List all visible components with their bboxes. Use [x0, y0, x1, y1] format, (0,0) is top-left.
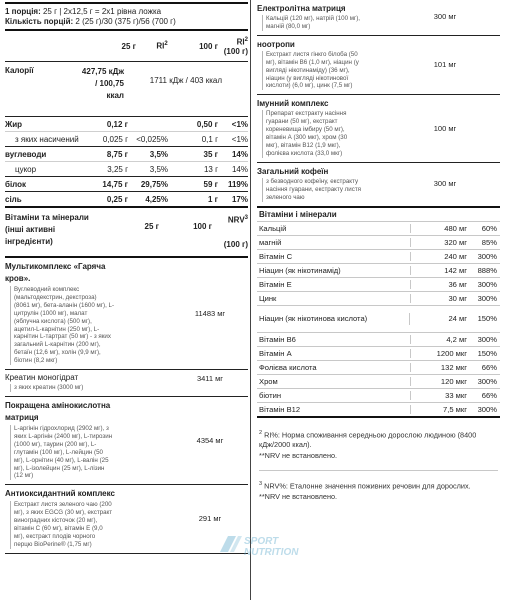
nutrient-25g: 0,025 г — [102, 134, 128, 144]
vitamin-row — [257, 388, 500, 402]
nutrient-25g: 0,12 г — [106, 119, 128, 129]
servings-count-value: 2 (25 г)/30 (375 г)/56 (700 г) — [75, 17, 176, 26]
vitamin-name: Кальцій — [257, 224, 411, 233]
vitamin-amount: 120 мкг — [440, 376, 467, 386]
ingredient-content — [5, 261, 172, 365]
ingredient-description: з яких креатин (3000 мг) — [10, 384, 124, 392]
ingredient-name: Мультикомплекс «Гаряча кров». — [5, 262, 106, 283]
logo-line1: SPORT — [244, 536, 279, 547]
vitamins-header-nrv-text: NRV — [227, 215, 245, 225]
vitamin-name: Цинк — [257, 294, 411, 303]
nutrient-ri-100: <1% — [231, 119, 248, 129]
ingredient-description: Препарат екстракту насіння гуарани (50 мг), екстракт кореневища імбиру (50 мг), вітамін А (300 мкг), хром (30 мкг), вітамін B12 (1,9 мкг), фолієва кислота (33,0 мкг) — [262, 110, 361, 157]
vitamin-row — [257, 263, 500, 277]
ingredient-content — [257, 39, 390, 91]
ingredient-amount: 300 мг — [433, 12, 457, 22]
vitamins-header-label: Вітаміни та мінерали (інші активні інгредієнти) — [5, 213, 89, 246]
ingredient-amount: 4354 мг — [196, 435, 224, 445]
vitamin-amount: 480 мг — [444, 223, 467, 233]
calories-25g: 427,75 кДж / 100,75 ккал — [81, 67, 124, 100]
vitamin-nrv: 85% — [481, 237, 497, 247]
left-ingredients-list — [5, 258, 248, 554]
vitamin-nrv: 300% — [477, 376, 497, 386]
vitamin-amount: 30 мг — [448, 293, 467, 303]
vitamins-header-25g: 25 г — [144, 222, 159, 231]
nutrient-100g: 13 г — [203, 164, 218, 174]
footnote-ri — [259, 428, 498, 451]
vitamin-nrv: 150% — [477, 314, 497, 323]
nutrient-100g: 35 г — [203, 149, 218, 159]
nutrient-ri-100: <1% — [231, 134, 248, 144]
serving-value: 25 г | 2х12,5 г = 2х1 рівна ложка — [42, 7, 162, 16]
vitamin-nrv: 60% — [481, 223, 497, 233]
ingredient-row — [5, 400, 248, 480]
nutrient-row — [5, 161, 248, 176]
vitamins-header-nrv-unit: (100 г) — [223, 239, 248, 249]
nutrient-row — [5, 176, 248, 191]
vitamin-name: Ніацин (як нікотинова кислота) — [257, 313, 410, 325]
vitamin-amount: 142 мг — [444, 265, 467, 275]
col-25g: 25 г — [121, 41, 136, 51]
nutrient-name: цукор — [15, 164, 37, 174]
nutrition-table-left — [5, 0, 248, 554]
vitamin-row — [257, 249, 500, 263]
servings-count-label: Кількість порцій: — [5, 17, 74, 26]
vitamin-row — [257, 305, 500, 332]
vitamin-nrv: 66% — [481, 390, 497, 400]
vitamin-nrv: 300% — [477, 293, 497, 303]
ingredient-content — [257, 3, 390, 31]
vitamin-amount: 24 мг — [448, 314, 467, 323]
vitamin-row — [257, 291, 500, 305]
nutrient-name: вуглеводи — [5, 149, 47, 159]
ingredient-name: Антиоксидантний комплекс — [5, 489, 115, 499]
ingredient-row — [5, 261, 248, 365]
vitamin-nrv: 66% — [481, 362, 497, 372]
vitamin-name: Вітамін С — [257, 252, 411, 261]
nutrient-row — [5, 131, 248, 146]
vitamin-row — [257, 402, 500, 416]
nutrient-25g: 8,75 г — [106, 149, 128, 159]
vitamin-nrv: 150% — [477, 348, 497, 358]
ingredient-description: з безводного кофеїну, екстракту насіння гуарани, екстракту листя зеленого чаю — [262, 178, 361, 202]
nutrient-row — [5, 191, 248, 206]
vitamin-nrv: 888% — [477, 265, 497, 275]
sport-nutrition-logo — [218, 530, 306, 560]
vitamin-name: Вітамін B12 — [257, 405, 411, 414]
ingredient-row — [5, 373, 248, 383]
ingredient-block — [5, 370, 248, 397]
nutrient-row — [5, 116, 248, 131]
vitamin-amount: 132 мкг — [440, 362, 467, 372]
ingredient-description: Кальцій (120 мг), натрій (100 мг), магній (80,0 мг) — [262, 15, 361, 31]
footnote-ri-text: RI%: Норма споживання середньою дорослою людиною (8400 кДж/2000 ккал). — [259, 429, 477, 450]
nutrient-ri: <0,025% — [136, 134, 168, 144]
ingredient-amount: 100 мг — [433, 123, 457, 133]
right-ingredients-list — [257, 0, 500, 206]
nutrient-name: білок — [5, 179, 27, 189]
ingredient-content — [5, 488, 172, 548]
nutrient-ri-100: 17% — [231, 194, 248, 204]
vitamin-row — [257, 235, 500, 249]
ingredient-block — [5, 485, 248, 553]
serving-label: 1 порція: — [5, 7, 41, 16]
col-100g: 100 г — [199, 41, 218, 51]
footnote-nrv-not-set: **NRV не встановлено. — [259, 492, 338, 502]
ingredient-description: Вуглеводний комплекс (мальтодекстрин, декстроза) (8061 мг), бета-аланін (1600 мг), L-цитрулін (1000 мг), малат (яблучна кислота) (500 мг), ацетил-L-карнітин (250 мг), L-карнітин L-тартрат (50 мг) - з яких загальний L-карнітин (200 мг), бетаїн (12,6 мг), холін (9,9 мг), біотин (8,2 мкг) — [10, 286, 114, 365]
ingredient-amount: 291 мг — [198, 514, 222, 524]
footnote-nrv — [259, 479, 498, 492]
ingredient-row — [257, 3, 500, 31]
vitamin-row — [257, 221, 500, 235]
nutrient-ri: 3,5% — [149, 149, 168, 159]
ingredient-row — [257, 39, 500, 91]
vitamins-grid — [257, 221, 500, 416]
nutrient-100g: 1 г — [207, 194, 218, 204]
column-divider — [250, 0, 251, 600]
servings-count-line — [5, 17, 248, 29]
vitamin-row — [257, 332, 500, 346]
nutrient-100g: 0,1 г — [201, 134, 218, 144]
ingredient-amount: 300 мг — [433, 179, 457, 189]
ingredient-content — [5, 400, 172, 480]
col-ri-text: RI — [156, 41, 165, 51]
ingredient-name: Імунний комплекс — [257, 99, 329, 109]
footnote-divider — [259, 470, 498, 471]
ingredient-block — [257, 36, 500, 96]
ingredient-name: ноотропи — [257, 39, 295, 49]
vitamin-amount: 320 мг — [444, 237, 467, 247]
calories-row — [5, 62, 248, 116]
vitamin-row — [257, 374, 500, 388]
footnote-nrv-text: NRV%: Еталонне значення поживних речовин для дорослих. — [264, 481, 471, 491]
nutrient-25g: 0,25 г — [106, 194, 128, 204]
vitamin-name: Вітамін А — [257, 349, 411, 358]
nutrient-name: Жир — [5, 119, 23, 129]
vitamin-amount: 240 мг — [444, 251, 467, 261]
vitamin-name: біотин — [257, 391, 411, 400]
ingredient-amount: 3411 мг — [196, 373, 224, 383]
nutrient-ri-100: 119% — [227, 179, 248, 189]
nutrient-ri: 3,5% — [149, 164, 168, 174]
nutrient-ri: 4,25% — [145, 194, 168, 204]
ingredient-row — [5, 488, 248, 548]
nutrient-ri-100: 14% — [231, 164, 248, 174]
vitamin-nrv: 300% — [477, 279, 497, 289]
ingredient-content — [257, 166, 390, 202]
column-headers — [5, 31, 248, 61]
vitamin-name: Хром — [257, 377, 411, 386]
ingredient-row — [257, 166, 500, 202]
footnote-ri-nrv: **NRV не встановлено. — [259, 450, 338, 460]
nutrients-list — [5, 116, 248, 206]
footnotes — [257, 418, 500, 503]
ingredient-amount: 101 мг — [433, 60, 457, 70]
vitamin-row — [257, 346, 500, 360]
nutrient-name: сіль — [5, 194, 22, 204]
calories-label: Калорії — [5, 66, 34, 75]
vitamins-minerals-title: Вітаміни і мінерали — [259, 209, 337, 219]
serving-line — [5, 4, 248, 17]
ingredient-content — [257, 98, 390, 157]
col-ri-100-unit: (100 г) — [223, 47, 248, 57]
vitamins-header-nrv-sup: 3 — [244, 215, 248, 221]
nutrient-ri: 29,75% — [140, 179, 168, 189]
ingredient-name: Електролітна матриця — [257, 4, 346, 13]
ingredient-name: Покращена амінокислотна матриця — [5, 400, 111, 422]
nutrient-100g: 0,50 г — [196, 119, 218, 129]
ingredient-description: L-аргінін гідрохлорид (2902 мг), з яких L-аргінін (2400 мг), L-тирозин (1000 мг), таурин (200 мг), L-глутамін (100 мг), L-лейцин (50 мг), L-орнітин (40 мг), L-валін (25 мг), L-ізолейцин (25 мг), L-лізин (12 мг) — [10, 425, 114, 480]
vitamin-amount: 36 мг — [448, 279, 467, 289]
vitamins-header-row — [5, 208, 248, 252]
ingredient-block — [5, 397, 248, 485]
col-ri-100 — [218, 35, 248, 58]
vitamin-amount: 4,2 мг — [446, 334, 467, 344]
vitamin-name: Фолієва кислота — [257, 363, 411, 372]
col-ri-100-sup: 2 — [244, 36, 248, 43]
col-ri-sup: 2 — [164, 41, 168, 48]
ingredient-amount: 11483 мг — [194, 308, 226, 318]
vitamin-name: Ніацин (як нікотинамід) — [257, 266, 411, 275]
nutrition-table-right — [257, 0, 500, 503]
vitamin-nrv: 300% — [477, 251, 497, 261]
ingredient-block — [5, 258, 248, 370]
nutrient-25g: 14,75 г — [102, 179, 128, 189]
ingredient-description: Екстракт листя гінкго білоба (50 мг), вітамін B6 (1,0 мг), ніацин (у вигляді нікотинаміду) (36 мг), ніацин (у вигляді нікотинової кислоти) (6,0 мг), цинк (7,5 мг) — [262, 51, 361, 91]
logo-line2: NUTRITION — [244, 547, 299, 558]
ingredient-block — [257, 0, 500, 36]
col-ri-100-text: RI — [236, 37, 245, 47]
vitamin-row — [257, 360, 500, 374]
ingredient-row — [257, 98, 500, 157]
vitamin-name: магній — [257, 238, 411, 247]
ingredient-description: Екстракт листя зеленого чаю (200 мг), з яких EGCG (30 мг), екстракт виноградних кісточок (20 мг), вітамін С (60 мг), вітамін Е (9,0 мг), екстракт плодів чорного перцю BioPerine® (1,75 мг) — [10, 501, 114, 548]
calories-100g: 1711 кДж / 403 ккал — [149, 76, 222, 85]
col-ri — [136, 41, 188, 51]
vitamin-amount: 33 мкг — [445, 390, 467, 400]
vitamins-header-nrv — [212, 212, 248, 251]
vitamin-name: Вітамін B6 — [257, 335, 411, 344]
ingredient-block — [257, 163, 500, 206]
vitamin-nrv: 300% — [477, 404, 497, 414]
nutrient-25g: 3,25 г — [107, 164, 128, 174]
nutrient-row — [5, 146, 248, 161]
vitamin-amount: 1200 мкг — [436, 348, 467, 358]
vitamins-header-100g: 100 г — [193, 222, 212, 231]
vitamin-row — [257, 277, 500, 291]
footnote-ri-sup: 2 — [259, 429, 263, 436]
footnote-nrv-sup: 3 — [259, 481, 263, 488]
nutrient-name: з яких насичений — [15, 134, 79, 144]
nutrient-ri-100: 14% — [231, 149, 248, 159]
ingredient-name: Креатин моногідрат — [5, 373, 79, 383]
nutrient-100g: 59 г — [203, 179, 218, 189]
ingredient-name: Загальний кофеїн — [257, 166, 329, 176]
vitamin-amount: 7,5 мкг — [443, 404, 467, 414]
vitamin-name: Вітамін Е — [257, 280, 411, 289]
vitamin-nrv: 300% — [477, 334, 497, 344]
ingredient-block — [257, 95, 500, 162]
